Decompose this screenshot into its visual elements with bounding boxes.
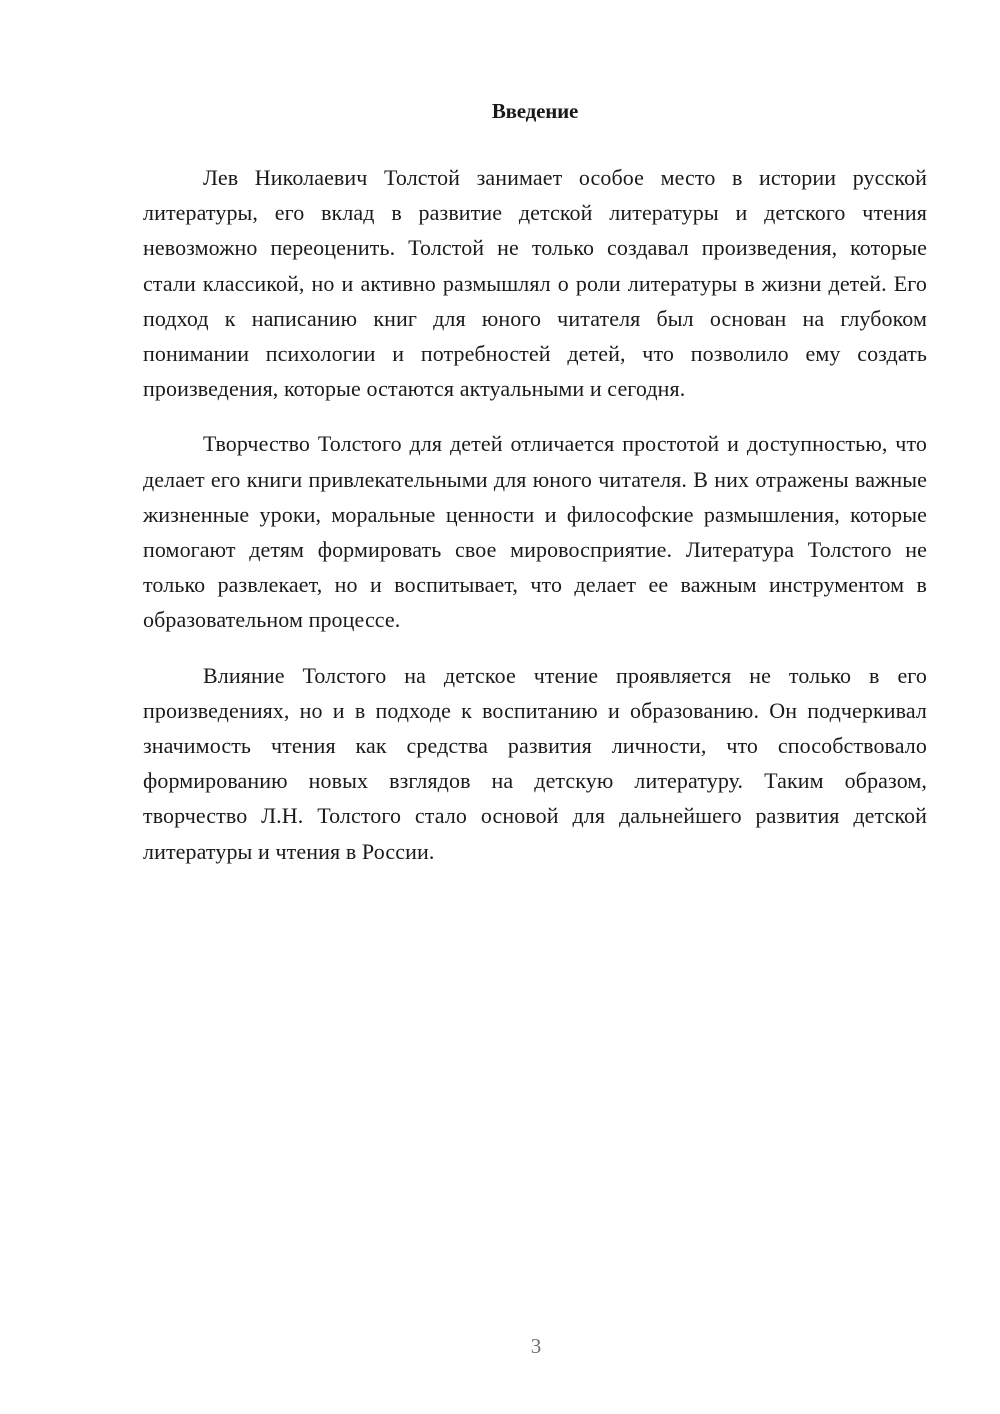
paragraph-3: Влияние Толстого на детское чтение проявляется не только в его произведениях, но и в подходе к воспитанию и образованию. Он подчеркивал значимость чтения как средства развития личности, что способствовало формированию новых взглядов на детскую литературу. Таким образом, творчество Л.Н. Толстого стало основой для дальнейшего развития детской литературы и чтения в России. xyxy=(143,662,927,864)
paragraph-2: Творчество Толстого для детей отличается простотой и доступностью, что делает его книги привлекательными для юного читателя. В них отражены важные жизненные уроки, моральные ценности и философские размышления, которые помогают детям формировать свое мировосприятие. Литература Толстого не только развлекает, но и воспитывает, что делает ее важным инструментом в образовательном процессе. xyxy=(143,431,927,633)
paragraph-1: Лев Николаевич Толстой занимает особое место в истории русской литературы, его вклад в развитие детской литературы и детского чтения невозможно переоценить. Толстой не только создавал произведения, которые стали классикой, но и активно размышлял о роли литературы в жизни детей. Его подход к написанию книг для юного читателя был основан на глубоком понимании психологии и потребностей детей, что позволило ему создать произведения, которые остаются актуальными и сегодня. xyxy=(143,165,927,402)
page-number: 3 xyxy=(530,1334,542,1358)
section-heading: Введение xyxy=(491,99,579,123)
page-content xyxy=(143,96,927,869)
